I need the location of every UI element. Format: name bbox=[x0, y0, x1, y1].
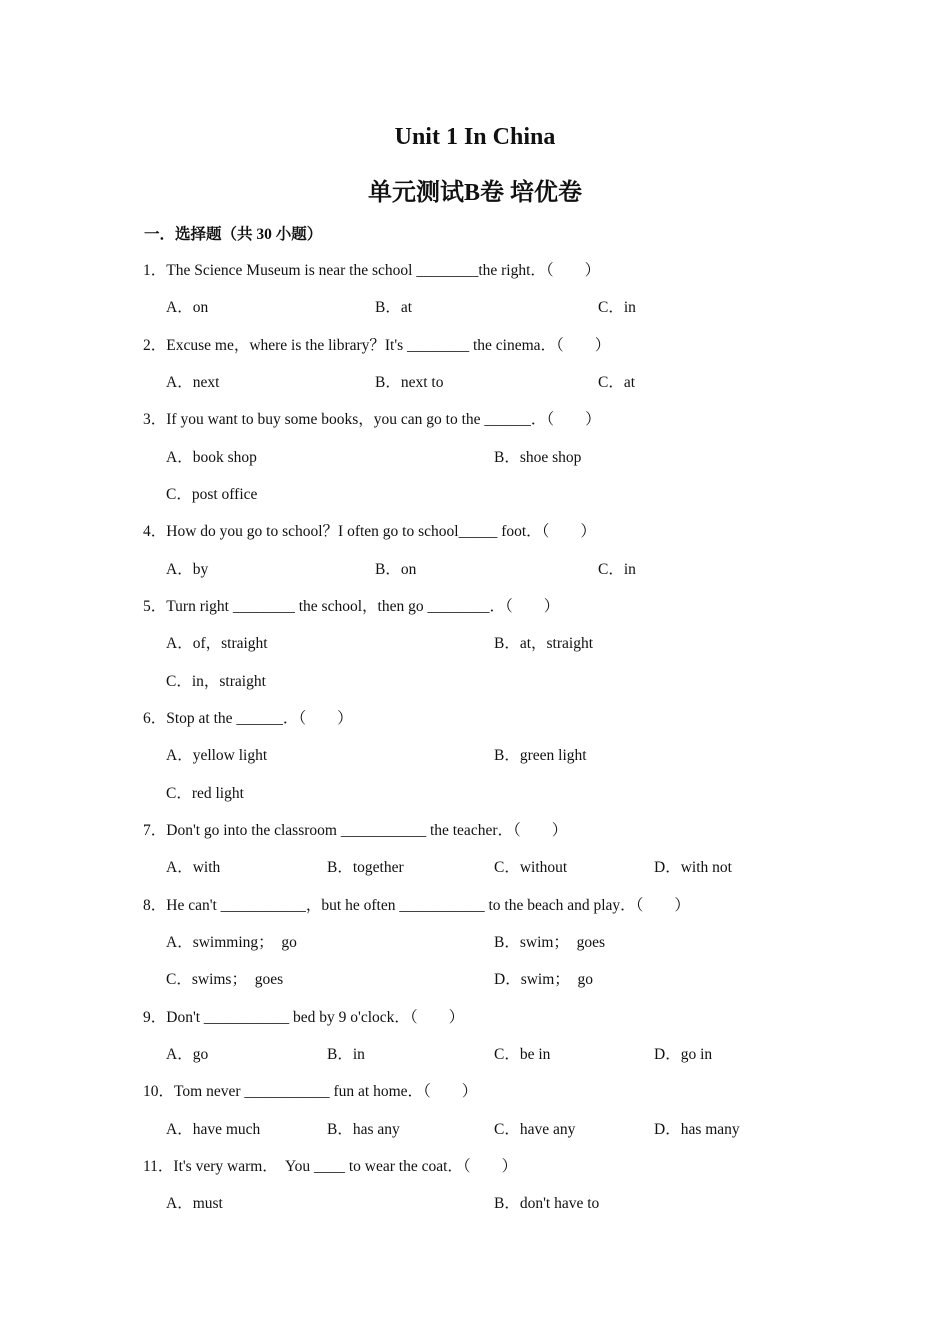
question-stem: 6．Stop at the ______．（ ） bbox=[143, 710, 353, 727]
question-stem: 8．He can't ___________，but he often ___________ to the beach and play．（ ） bbox=[143, 897, 690, 914]
question-option: B．together bbox=[327, 859, 404, 876]
question-option: A．of，straight bbox=[166, 635, 268, 652]
question-option: C．red light bbox=[166, 785, 244, 802]
question-option: A．with bbox=[166, 859, 221, 876]
question-option: A．swimming； go bbox=[166, 934, 297, 951]
question-stem: 1．The Science Museum is near the school ________the right．（ ） bbox=[143, 262, 601, 279]
question-option: C．in，straight bbox=[166, 673, 266, 690]
question-option: B．swim； goes bbox=[494, 934, 606, 951]
question-option: B．green light bbox=[494, 747, 587, 764]
question-option: D．swim； go bbox=[494, 971, 594, 988]
question-stem: 11．It's very warm． You ____ to wear the coat．（ ） bbox=[143, 1158, 518, 1175]
question-option: B．on bbox=[375, 561, 417, 578]
question-option: B．at bbox=[375, 299, 413, 316]
question-option: C．without bbox=[494, 859, 568, 876]
question-stem: 4．How do you go to school？I often go to school_____ foot．（ ） bbox=[143, 523, 596, 540]
document-subtitle: 单元测试B卷 培优卷 bbox=[367, 180, 582, 206]
question-option: D．with not bbox=[654, 859, 732, 876]
question-option: A．go bbox=[166, 1046, 209, 1063]
question-stem: 2．Excuse me，where is the library？It's ________ the cinema．（ ） bbox=[143, 337, 611, 354]
question-option: C．at bbox=[598, 374, 636, 391]
question-option: C．swims； goes bbox=[166, 971, 284, 988]
question-stem: 7．Don't go into the classroom ___________ the teacher．（ ） bbox=[143, 822, 568, 839]
question-option: B．shoe shop bbox=[494, 449, 582, 466]
question-option: C．in bbox=[598, 299, 636, 316]
question-stem: 9．Don't ___________ bed by 9 o'clock．（ ） bbox=[143, 1009, 465, 1026]
question-option: C．post office bbox=[166, 486, 258, 503]
question-option: A．by bbox=[166, 561, 209, 578]
question-option: B．don't have to bbox=[494, 1195, 600, 1212]
question-option: C．be in bbox=[494, 1046, 551, 1063]
question-stem: 10．Tom never ___________ fun at home．（ ） bbox=[143, 1083, 478, 1100]
document-title: Unit 1 In China bbox=[394, 124, 556, 150]
question-option: B．in bbox=[327, 1046, 365, 1063]
question-option: C．have any bbox=[494, 1121, 576, 1138]
question-option: A．yellow light bbox=[166, 747, 268, 764]
question-option: B．next to bbox=[375, 374, 444, 391]
section-heading: 一．选择题（共 30 小题） bbox=[144, 226, 323, 243]
question-option: C．in bbox=[598, 561, 636, 578]
question-stem: 5．Turn right ________ the school，then go ________．（ ） bbox=[143, 598, 560, 615]
question-option: D．go in bbox=[654, 1046, 713, 1063]
question-option: A．book shop bbox=[166, 449, 257, 466]
question-option: A．next bbox=[166, 374, 220, 391]
question-stem: 3．If you want to buy some books，you can go to the ______．（ ） bbox=[143, 411, 601, 428]
question-option: A．have much bbox=[166, 1121, 261, 1138]
question-option: B．at，straight bbox=[494, 635, 594, 652]
question-option: B．has any bbox=[327, 1121, 400, 1138]
question-option: A．on bbox=[166, 299, 209, 316]
question-option: D．has many bbox=[654, 1121, 740, 1138]
question-option: A．must bbox=[166, 1195, 223, 1212]
